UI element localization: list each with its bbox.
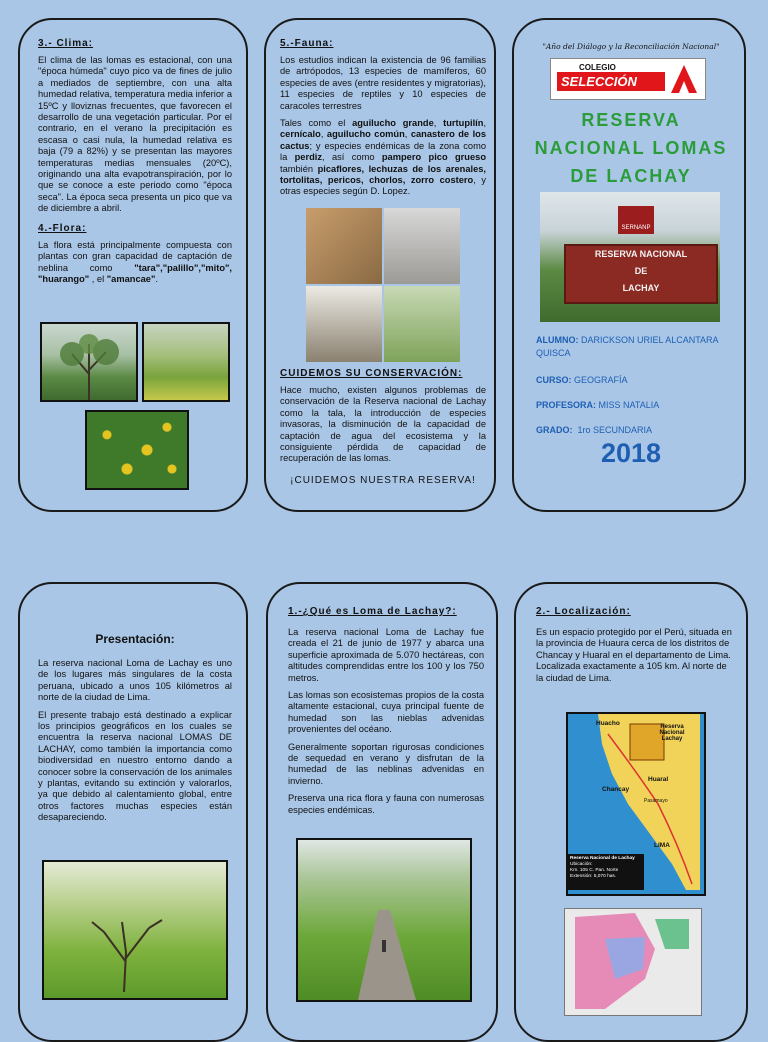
- presentacion-text-1: La reserva nacional Loma de Lachay es uno de los lugares más singulares de la costa peruana, ubicado a unos 105 kilómetros al norte de la ciudad de Lima.: [38, 658, 232, 703]
- lizard-photo: [306, 208, 382, 284]
- flora-photo-amancae: [85, 410, 189, 490]
- student-info: [536, 334, 736, 435]
- map-label-lima: LIMA: [654, 842, 670, 849]
- hawk-photo: [306, 286, 382, 362]
- flora-heading: 4.-Flora:: [38, 222, 87, 234]
- map-box-line-2: Km. 105 C. Pan. Norte: [570, 868, 619, 873]
- year-motto: "Año del Diálogo y la Reconciliación Nacional": [542, 42, 720, 51]
- map-label-huacho: Huacho: [596, 720, 620, 727]
- cover-title-line-1: RESERVA: [581, 110, 681, 130]
- map-label-chancay: Chancay: [602, 786, 630, 793]
- fauna-heading: 5.-Fauna:: [280, 38, 334, 49]
- map-label-huaral: Huaral: [648, 776, 669, 783]
- sernanp-emblem: [618, 206, 654, 234]
- que-es-heading: 1.-¿Qué es Loma de Lachay?:: [288, 606, 457, 617]
- map-label-pasamayo: Pasamayo: [644, 798, 668, 804]
- map-box-title: Reserva Nacional de Lachay: [570, 856, 635, 861]
- flora-photo-tree: [40, 322, 138, 402]
- que-es-text-2: Las lomas son ecosistemas propios de la costa altamente estacional, cuya principal fuente de humedad son las nieblas advenidas provenientes del océano.: [288, 690, 484, 735]
- bird-on-rock-photo: [384, 208, 460, 284]
- cover-title-line-3: DE LACHAY: [570, 166, 692, 186]
- flora-text: La flora está principalmente compuesta con plantas con gran capacidad de captación de neblina como "tara","palillo","mito", "huarango" , el "amancae".: [38, 239, 232, 284]
- red-bird-photo: [384, 286, 460, 362]
- conservacion-slogan: ¡CUIDEMOS NUESTRA RESERVA!: [290, 474, 476, 486]
- panel-clima-flora: [18, 18, 248, 512]
- field-profesora: PROFESORA: MISS NATALIA: [536, 400, 660, 410]
- path-photo: [296, 838, 472, 1002]
- clima-heading: 3.- Clima:: [38, 38, 94, 49]
- trail-illustration: [298, 840, 470, 1000]
- cover-title: [514, 106, 748, 190]
- sign-line-2: DE: [634, 266, 648, 276]
- landscape-photo-presentacion: [42, 860, 228, 1000]
- panel-cover: [512, 18, 746, 512]
- que-es-text-1: La reserva nacional Loma de Lachay fue creada el 21 de junio de 1977 y abarca una superficie aproximada de 5.070 hectáreas, con altitudes comprendidas entre los 100 y los 750 metros.: [288, 627, 484, 683]
- fauna-text-2: Tales como el aguilucho grande, turtupilín, cernícalo, aguilucho común, canastero de los cactus; y especies endémicas de la zona como la perdiz, así como pampero pico grueso también picaflores, lechuzas de los arenales, tortolitas, pericos, chorlos, zorro costero, y otras especies según D. Lopez.: [280, 118, 487, 197]
- dry-tree-illustration: [44, 862, 226, 998]
- tree-illustration: [42, 324, 136, 400]
- presentacion-text-2: El presente trabajo está destinado a explicar los principios geográficos en los cuales se encuentra la reserva nacional LOMAS DE LACHAY, como también la importancia como biodiversidad en nuestro entorno dando a conocer sobre la conservación de los animales y plantas, evitando su extinción y valorarlos, ya que debido al calentamiento global, entre otros factores muchas especies están desapareciendo.: [38, 709, 232, 823]
- panel-que-es: [266, 582, 498, 1042]
- localizacion-text: Es un espacio protegido por el Perú, situada en la provincia de Huaura cerca de los distritos de Chancay y Huaral en el departamento de Lima. Localizada exactamente a 105 km. Al norte de la ciudad de Lima.: [536, 627, 732, 683]
- conservacion-heading: CUIDEMOS SU CONSERVACIÓN:: [280, 368, 463, 379]
- clima-text: El clima de las lomas es estacional, con una "época húmeda" cuyo pico va de fines de julio a mediados de septiembre, con una alta humedad relativa, temperatura media inferior a 15ºC y lloviznas frecuentes, que favorecen el desarrollo de una vegetación particular. Por el contrario, en el verano la precipitación es escasa o casi nula, la humedad relativa es baja (79 a 82%) y se presentan las mayores temperaturas medias mensuales (20ºC), originando una alta evapotranspiración, por lo que se conoce a este periodo como "época seca". La época seca presenta un pico que va de diciembre a abril.: [38, 55, 232, 214]
- cover-title-line-2: NACIONAL LOMAS: [534, 138, 728, 158]
- reserve-sign: [564, 244, 718, 304]
- sign-line-3: LACHAY: [622, 283, 660, 293]
- panel-presentacion: [18, 582, 248, 1042]
- fauna-photo-grid: [306, 208, 462, 364]
- logo-top-text: COLEGIO: [579, 63, 616, 72]
- fauna-text-1: Los estudios indican la existencia de 96 familias de artrópodos, 13 especies de mamíferos, 60 especies de aves (entre residentes y migratorias), 11 especies de reptiles y 10 especies de caracoles terrestres: [280, 55, 486, 111]
- field-curso: CURSO: GEOGRAFÍA: [536, 375, 628, 385]
- cover-year: 2018: [600, 438, 662, 468]
- field-alumno: ALUMNO: DARICKSON URIEL ALCANTARA QUISCA: [536, 335, 719, 358]
- conservacion-text: Hace mucho, existen algunos problemas de conservación de la Reserva nacional de Lachay como la tala, la introducción de especies invasoras, la disminución de la capacidad de captación de agua del ecosistema y la consiguiente pérdida de capacidad de recuperación de las lomas.: [280, 385, 486, 464]
- map-label-reserva: Reserva Nacional Lachay: [659, 724, 685, 742]
- school-logo: [550, 58, 706, 100]
- sernanp-text: SERNANP: [621, 225, 651, 231]
- logo-main-text: SELECCIÓN: [557, 72, 665, 91]
- map-box-line-3: Extensión: 5,070 has.: [570, 874, 617, 879]
- panel-localizacion: [514, 582, 748, 1042]
- reserve-sign-photo: [540, 192, 720, 322]
- presentacion-heading: Presentación:: [95, 632, 175, 646]
- localizacion-heading: 2.- Localización:: [536, 606, 631, 617]
- field-grado: GRADO: 1ro SECUNDARIA: [536, 425, 653, 435]
- location-map: [566, 712, 706, 896]
- que-es-text-4: Preserva una rica flora y fauna con numerosas especies endémicas.: [288, 793, 484, 815]
- region-map-illustration: [565, 909, 699, 1013]
- que-es-text-3: Generalmente soportan rigurosas condiciones de sequedad en verano y disfrutan de la humedad de las neblinas advenidas en invierno.: [288, 741, 484, 786]
- map-info-box: [568, 854, 644, 890]
- flora-photo-hillside: [142, 322, 230, 402]
- sign-line-1: RESERVA NACIONAL: [594, 249, 688, 259]
- logo-mark-icon: [669, 63, 699, 95]
- map-box-line-1: Ubicación:: [570, 862, 593, 867]
- panel-fauna: [264, 18, 496, 512]
- region-map: [564, 908, 702, 1016]
